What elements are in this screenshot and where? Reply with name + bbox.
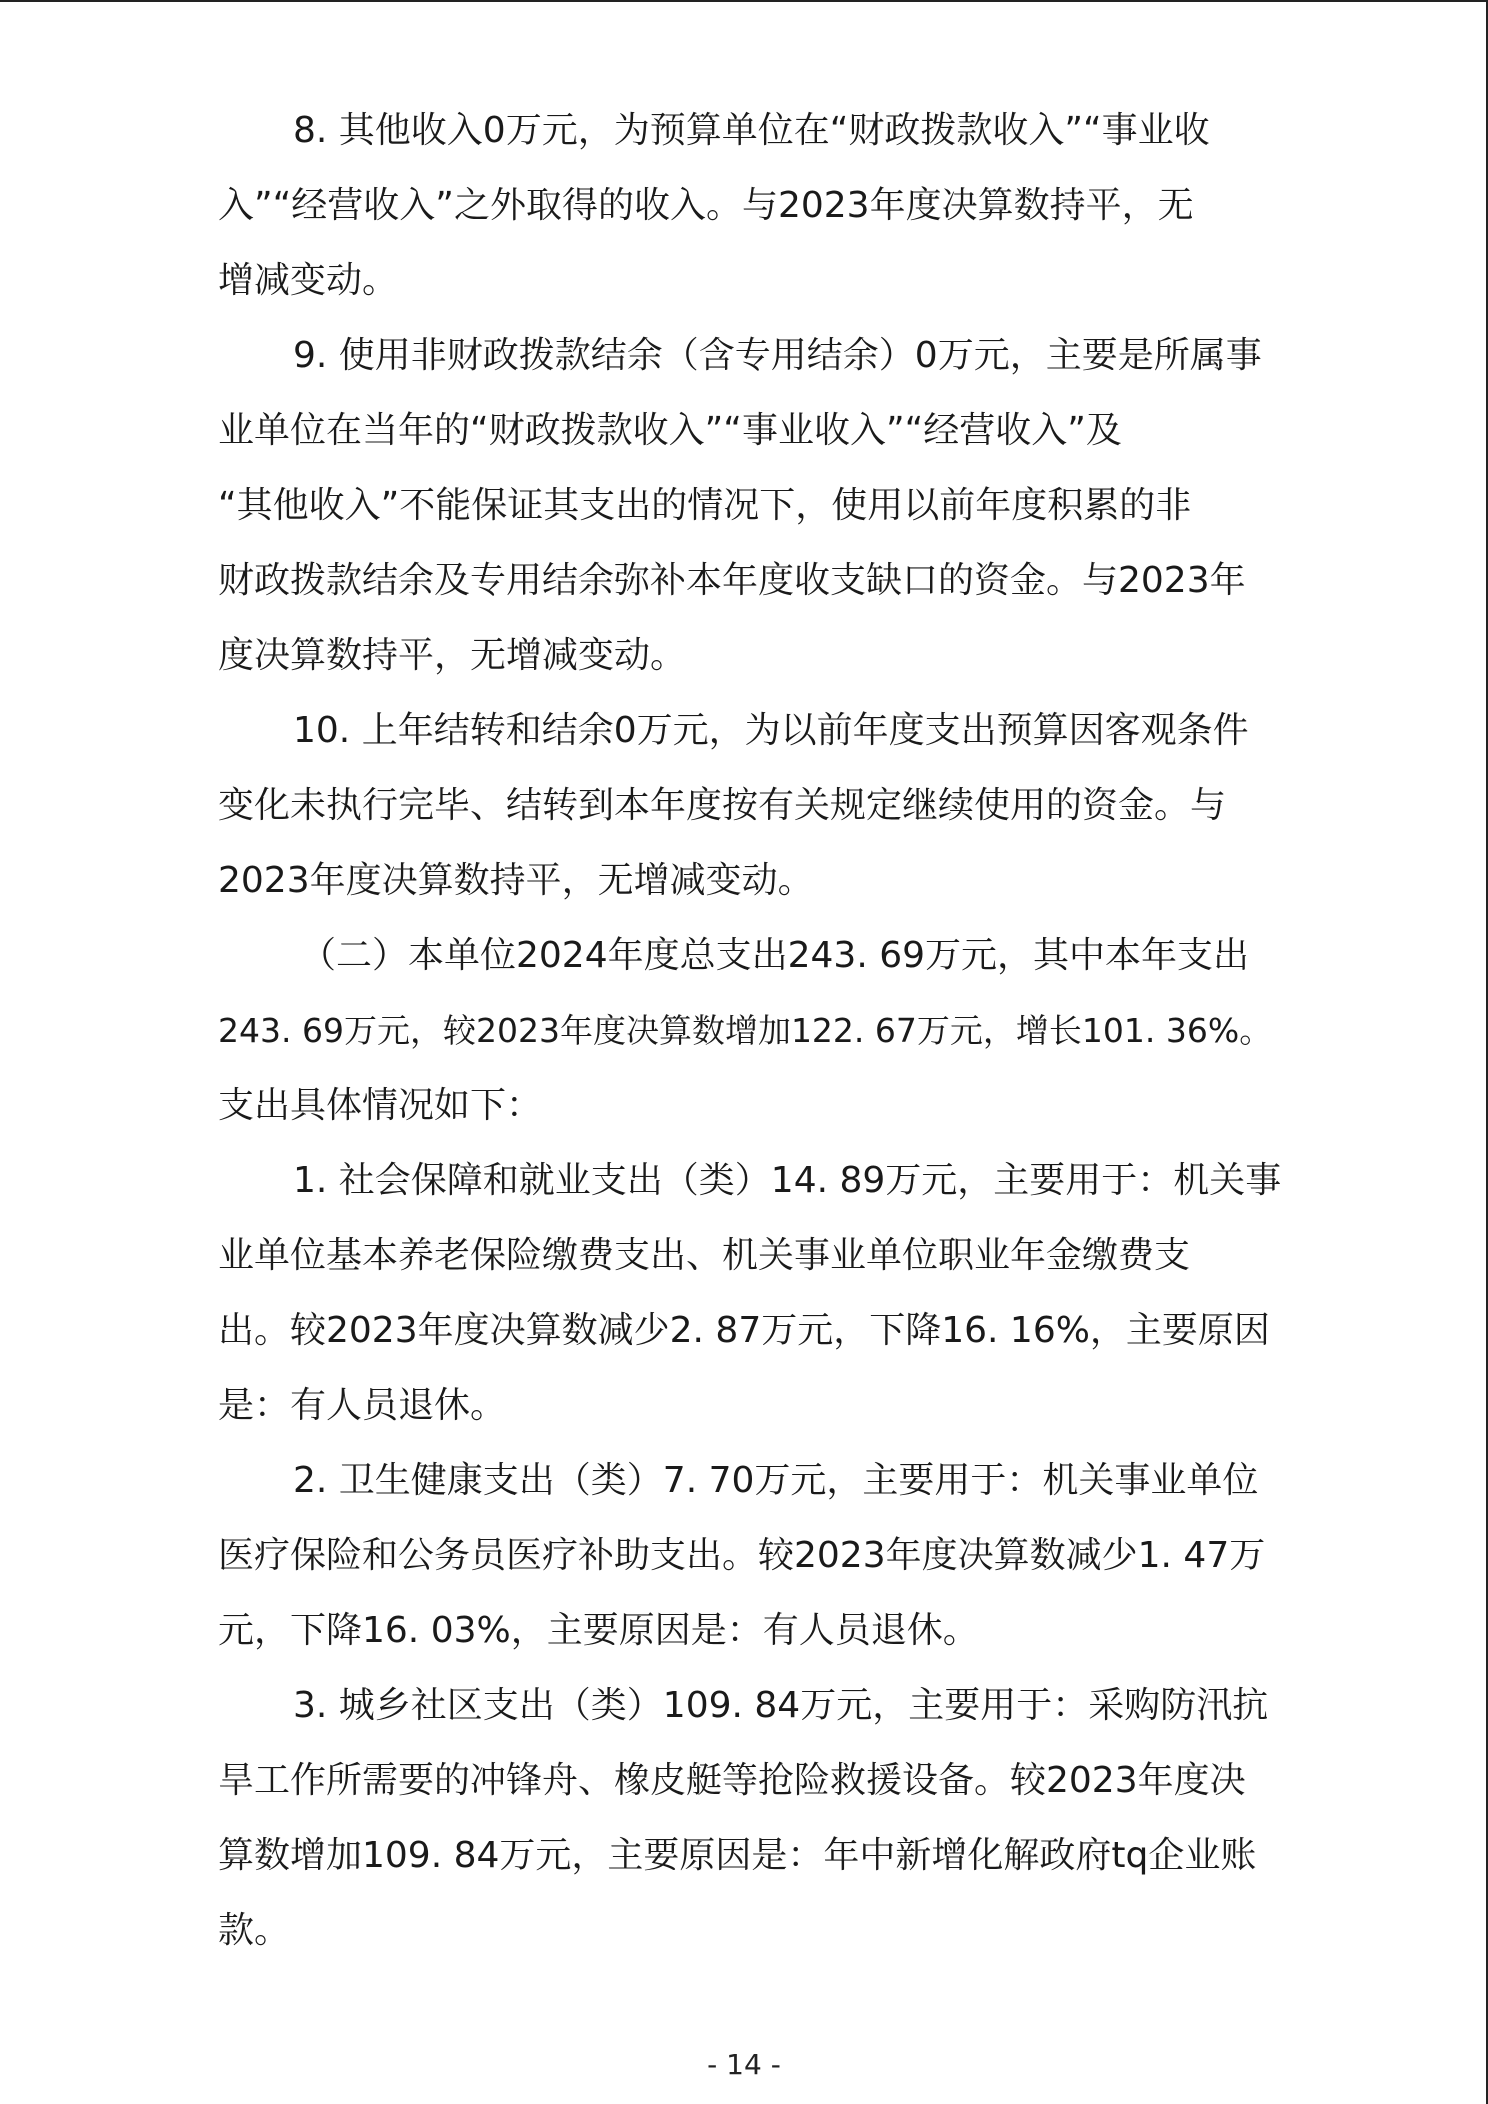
- paragraph-line: 3. 城乡社区支出（类）109. 84万元，主要用于：采购防汛抗: [293, 1685, 1269, 1726]
- paragraph-line: 算数增加109. 84万元，主要原因是：年中新增化解政府tq企业账: [218, 1835, 1257, 1876]
- paragraph-line: 243. 69万元，较2023年度决算数增加122. 67万元，增长101. 36%。: [218, 1011, 1273, 1050]
- paragraph-line: 业单位基本养老保险缴费支出、机关事业单位职业年金缴费支: [218, 1235, 1191, 1276]
- paragraph-line: 10. 上年结转和结余0万元，为以前年度支出预算因客观条件: [293, 710, 1249, 751]
- paragraph-line: 财政拨款结余及专用结余弥补本年度收支缺口的资金。与2023年: [218, 560, 1246, 601]
- paragraph-section-2-total-expenditure: [218, 918, 1288, 1143]
- paragraph-line: 9. 使用非财政拨款结余（含专用结余）0万元，主要是所属事: [293, 335, 1262, 376]
- paragraph-line: 是：有人员退休。: [218, 1385, 507, 1426]
- paragraph-line: 变化未执行完毕、结转到本年度按有关规定继续使用的资金。与: [218, 785, 1227, 826]
- paragraph-line: 入”“经营收入”之外取得的收入。与2023年度决算数持平，无: [218, 185, 1194, 226]
- paragraph-line: 业单位在当年的“财政拨款收入”“事业收入”“经营收入”及: [218, 410, 1122, 451]
- document-body: [218, 93, 1288, 1968]
- paragraph-exp-3-community: [218, 1668, 1288, 1968]
- paragraph-line: 支出具体情况如下：: [218, 1085, 543, 1126]
- paragraph-exp-1-social-security: [218, 1143, 1288, 1443]
- paragraph-line: 元，下降16. 03%，主要原因是：有人员退休。: [218, 1610, 979, 1651]
- paragraph-line: 增减变动。: [218, 260, 399, 301]
- paragraph-item-10-carryover: [218, 693, 1288, 918]
- paragraph-line: 医疗保险和公务员医疗补助支出。较2023年度决算数减少1. 47万: [218, 1535, 1266, 1576]
- paragraph-line: “其他收入”不能保证其支出的情况下，使用以前年度积累的非: [218, 485, 1192, 526]
- paragraph-line: 2023年度决算数持平，无增减变动。: [218, 860, 814, 901]
- paragraph-line: 8. 其他收入0万元，为预算单位在“财政拨款收入”“事业收: [293, 110, 1210, 151]
- paragraph-line: （二）本单位2024年度总支出243. 69万元，其中本年支出: [300, 935, 1250, 976]
- paragraph-line: 出。较2023年度决算数减少2. 87万元，下降16. 16%，主要原因: [218, 1310, 1270, 1351]
- paragraph-line: 1. 社会保障和就业支出（类）14. 89万元，主要用于：机关事: [293, 1160, 1282, 1201]
- paragraph-item-9-non-fiscal-balance: [218, 318, 1288, 693]
- paragraph-exp-2-health: [218, 1443, 1288, 1668]
- paragraph-line: 度决算数持平，无增减变动。: [218, 635, 687, 676]
- paragraph-line: 2. 卫生健康支出（类）7. 70万元，主要用于：机关事业单位: [293, 1460, 1259, 1501]
- paragraph-line: 旱工作所需要的冲锋舟、橡皮艇等抢险救援设备。较2023年度决: [218, 1760, 1246, 1801]
- paragraph-line: 款。: [218, 1910, 291, 1951]
- paragraph-item-8-other-income: [218, 93, 1288, 318]
- page-number: - 14 -: [707, 2048, 781, 2081]
